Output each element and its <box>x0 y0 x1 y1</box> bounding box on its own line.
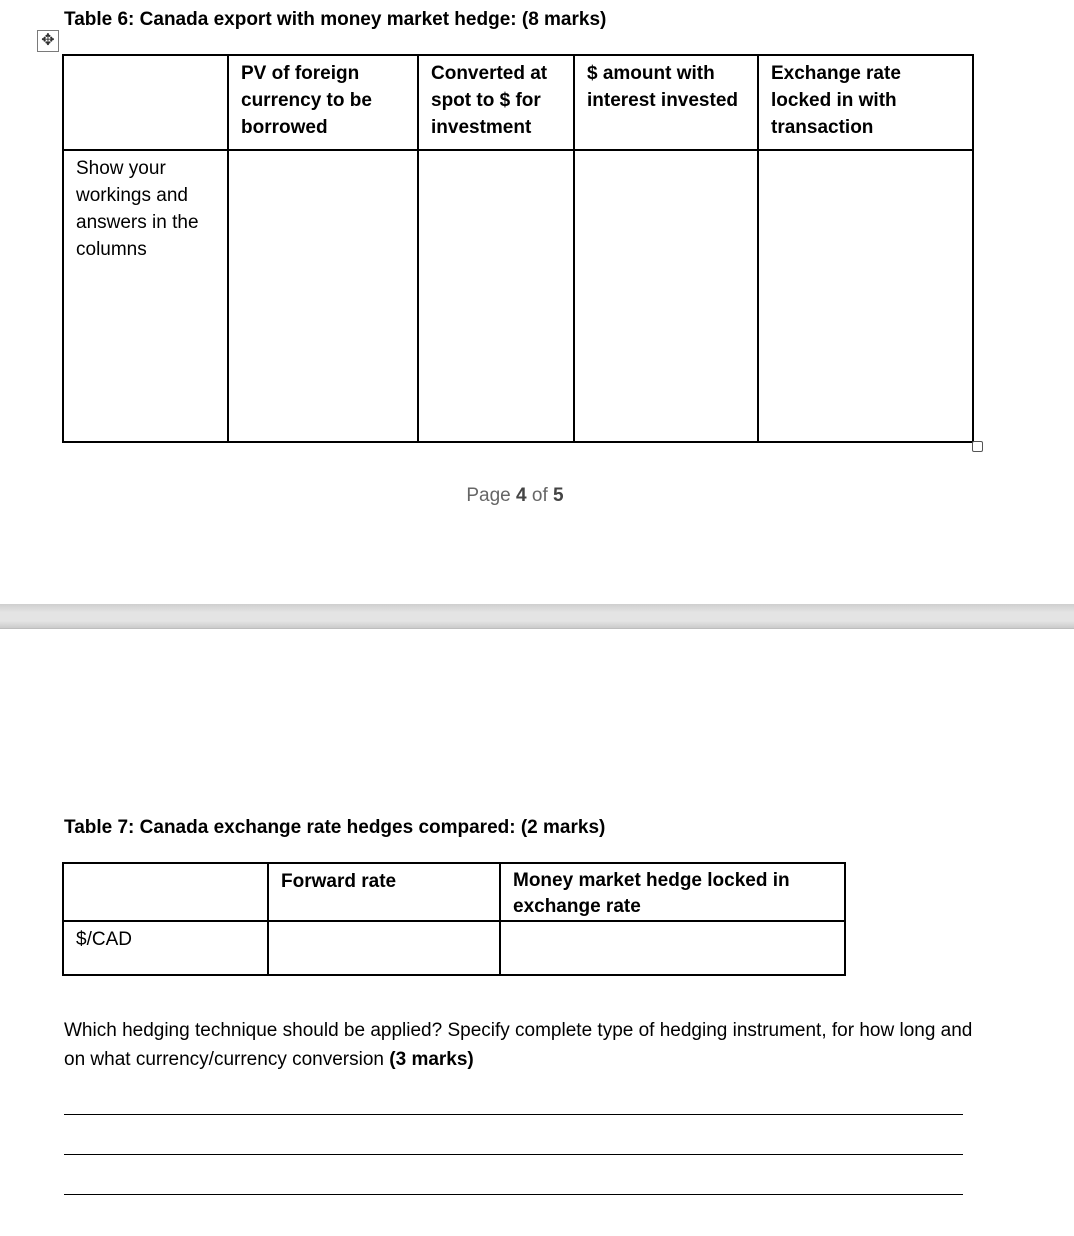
table6-header-converted[interactable]: Converted at spot to $ for investment <box>418 55 574 150</box>
table6-cell-exchange-rate[interactable] <box>758 150 973 442</box>
table7 <box>62 862 846 976</box>
page-number-separator: of <box>531 485 548 506</box>
table6-workings-row <box>63 150 973 442</box>
hedging-question-marks: (3 marks) <box>389 1049 474 1070</box>
page-number <box>0 485 1030 507</box>
table6-title: Table 6: Canada export with money market hedge: (8 marks) <box>64 9 607 30</box>
page-number-current: 4 <box>516 485 527 506</box>
table-resize-handle-icon[interactable] <box>972 441 983 452</box>
table7-rate-row <box>63 921 845 975</box>
table7-corner-cell[interactable] <box>63 863 268 921</box>
table7-cell-forward-rate[interactable] <box>268 921 500 975</box>
table7-title: Table 7: Canada exchange rate hedges compared: (2 marks) <box>64 817 606 838</box>
answer-line-3[interactable] <box>64 1194 963 1195</box>
table-move-handle-icon[interactable]: ✥ <box>37 30 59 52</box>
page-break-gap <box>0 604 1074 629</box>
page-number-prefix: Page <box>466 485 511 506</box>
table6-header-row <box>63 55 973 150</box>
table6-header-amount[interactable]: $ amount with interest invested <box>574 55 758 150</box>
table6 <box>62 54 974 443</box>
table6-header-pv[interactable]: PV of foreign currency to be borrowed <box>228 55 418 150</box>
table7-header-forward-rate[interactable]: Forward rate <box>268 863 500 921</box>
table7-header-mmh-rate[interactable]: Money market hedge locked in exchange rate <box>500 863 845 921</box>
table6-header-exchange-rate[interactable]: Exchange rate locked in with transaction <box>758 55 973 150</box>
hedging-question-text: Which hedging technique should be applied? Specify complete type of hedging instrument, for how long and on what currency/currency conversion <box>64 1020 973 1070</box>
table6-cell-pv[interactable] <box>228 150 418 442</box>
page-number-total: 5 <box>553 485 564 506</box>
table6-row-label[interactable]: Show your workings and answers in the columns <box>63 150 228 442</box>
table6-corner-cell[interactable] <box>63 55 228 150</box>
answer-line-1[interactable] <box>64 1114 963 1115</box>
table7-row-label[interactable]: $/CAD <box>63 921 268 975</box>
table6-cell-amount[interactable] <box>574 150 758 442</box>
hedging-question <box>64 1016 984 1074</box>
answer-line-2[interactable] <box>64 1154 963 1155</box>
table6-cell-converted[interactable] <box>418 150 574 442</box>
table7-cell-mmh-rate[interactable] <box>500 921 845 975</box>
table7-header-row <box>63 863 845 921</box>
